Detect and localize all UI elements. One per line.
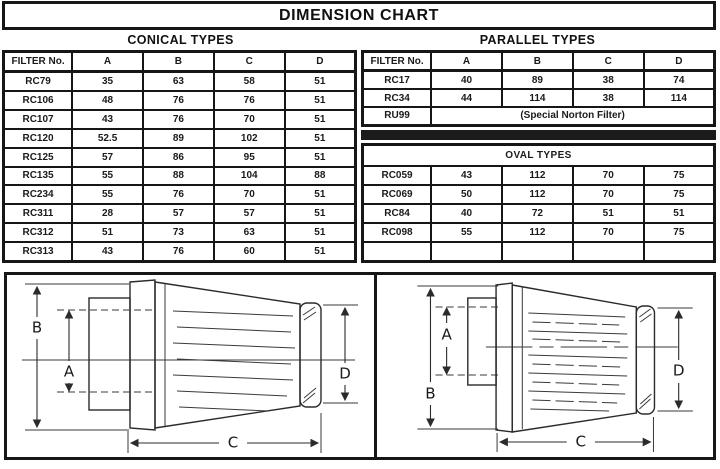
table-row — [4, 167, 356, 186]
filter-end-cap — [636, 306, 654, 414]
oval-heading-row — [363, 145, 715, 166]
cell: 55 — [72, 167, 143, 186]
cell: 86 — [143, 148, 214, 167]
conical-filter-drawing-left — [7, 275, 377, 457]
cell: 70 — [214, 110, 285, 129]
conical-filter-drawing-right — [377, 275, 713, 457]
table-row — [363, 166, 715, 185]
dimension-a — [64, 311, 75, 391]
filter-no-cell: RC069 — [363, 185, 432, 204]
cell: 73 — [143, 223, 214, 242]
cell: 75 — [644, 185, 715, 204]
cell: 51 — [285, 242, 356, 262]
cell: 76 — [143, 110, 214, 129]
cell: 48 — [72, 91, 143, 110]
col-header-a: A — [431, 52, 502, 71]
conical-filter-diagram-icon — [7, 275, 374, 457]
cell: 76 — [143, 91, 214, 110]
filter-no-cell: RC313 — [4, 242, 73, 262]
cell: 76 — [143, 185, 214, 204]
parallel-table — [361, 50, 716, 127]
cell: 51 — [285, 204, 356, 223]
cell: 55 — [72, 185, 143, 204]
cell: 51 — [285, 129, 356, 148]
dim-label-c: C — [227, 433, 239, 452]
cell: 51 — [285, 223, 356, 242]
table-row — [363, 71, 715, 90]
dimension-d — [323, 305, 358, 403]
conical-table-wrap — [2, 50, 357, 263]
table-row — [4, 185, 356, 204]
col-header-c: C — [573, 52, 644, 71]
cell: 44 — [431, 89, 502, 107]
cell: 58 — [214, 72, 285, 92]
dim-label-d: D — [339, 364, 351, 383]
dimension-b — [25, 284, 129, 430]
tables-area — [2, 50, 716, 263]
empty-cell — [363, 242, 432, 262]
page-title: DIMENSION CHART — [278, 6, 440, 24]
filter-no-cell: RC135 — [4, 167, 73, 186]
right-tables-wrap — [361, 50, 716, 263]
dimension-a — [441, 308, 452, 374]
filter-no-cell: RC234 — [4, 185, 73, 204]
cell: 43 — [431, 166, 502, 185]
cell: 52.5 — [72, 129, 143, 148]
filter-no-cell: RC312 — [4, 223, 73, 242]
filter-no-cell: RC107 — [4, 110, 73, 129]
col-header-filter-no: FILTER No. — [4, 52, 73, 72]
table-row — [363, 89, 715, 107]
cell: 114 — [502, 89, 573, 107]
cell: 51 — [285, 185, 356, 204]
conical-table — [2, 50, 357, 263]
cell: 74 — [644, 71, 715, 90]
table-row — [4, 129, 356, 148]
cell: 51 — [285, 148, 356, 167]
cell: 63 — [214, 223, 285, 242]
filter-no-cell: RC125 — [4, 148, 73, 167]
filter-no-cell: RC120 — [4, 129, 73, 148]
cell: 55 — [431, 223, 502, 242]
filter-no-cell: RC84 — [363, 204, 432, 223]
cell: 51 — [285, 72, 356, 92]
table-row — [4, 223, 356, 242]
table-row-special — [363, 107, 715, 126]
empty-cell — [644, 242, 715, 262]
cell: 40 — [431, 204, 502, 223]
cell: 112 — [502, 185, 573, 204]
empty-cell — [502, 242, 573, 262]
table-row — [363, 204, 715, 223]
cell: 57 — [214, 204, 285, 223]
table-row — [4, 148, 356, 167]
oval-table — [361, 143, 716, 263]
section-headings — [2, 30, 716, 50]
black-separator-bar — [361, 130, 716, 140]
dim-label-d: D — [672, 361, 685, 380]
table-row — [4, 204, 356, 223]
table-row — [363, 223, 715, 242]
empty-cell — [431, 242, 502, 262]
filter-no-cell: RC34 — [363, 89, 432, 107]
table-row — [4, 110, 356, 129]
cell: 51 — [573, 204, 644, 223]
dim-label-a: A — [441, 325, 452, 344]
dimension-c — [128, 413, 321, 453]
cell: 40 — [431, 71, 502, 90]
table-row — [4, 91, 356, 110]
cap-hatching — [303, 307, 316, 403]
cell: 88 — [285, 167, 356, 186]
dimension-d — [658, 308, 693, 411]
filter-drawings-panel — [4, 272, 716, 460]
cell: 76 — [143, 242, 214, 262]
cell: 35 — [72, 72, 143, 92]
cell: 63 — [143, 72, 214, 92]
dim-label-a: A — [63, 362, 75, 381]
col-header-d: D — [644, 52, 715, 71]
cell: 57 — [143, 204, 214, 223]
col-header-d: D — [285, 52, 356, 72]
filter-no-cell: RC79 — [4, 72, 73, 92]
table-row — [363, 185, 715, 204]
filter-no-cell: RC106 — [4, 91, 73, 110]
cell: 88 — [143, 167, 214, 186]
col-header-b: B — [143, 52, 214, 72]
cell: 51 — [72, 223, 143, 242]
cell: 95 — [214, 148, 285, 167]
cell: 102 — [214, 129, 285, 148]
table-row — [4, 72, 356, 92]
cell: 51 — [285, 110, 356, 129]
cell: 70 — [214, 185, 285, 204]
cell: 51 — [644, 204, 715, 223]
filter-neck — [89, 298, 130, 410]
col-header-a: A — [72, 52, 143, 72]
col-header-b: B — [502, 52, 573, 71]
filter-no-cell: RC098 — [363, 223, 432, 242]
filter-end-cap — [300, 303, 321, 407]
cell: 70 — [573, 166, 644, 185]
cell: 89 — [143, 129, 214, 148]
dim-label-b: B — [425, 384, 436, 403]
cell: 76 — [214, 91, 285, 110]
empty-cell — [573, 242, 644, 262]
cell: 38 — [573, 71, 644, 90]
cell: 104 — [214, 167, 285, 186]
filter-body — [155, 282, 300, 428]
filter-neck — [468, 298, 496, 385]
conical-header-row — [4, 52, 356, 72]
filter-flange — [130, 280, 155, 430]
cell: 60 — [214, 242, 285, 262]
cell: 114 — [644, 89, 715, 107]
cell: 57 — [72, 148, 143, 167]
conical-filter-diagram-icon — [377, 275, 713, 457]
cell: 43 — [72, 242, 143, 262]
parallel-header-row — [363, 52, 715, 71]
cell: 112 — [502, 223, 573, 242]
col-header-filter-no: FILTER No. — [363, 52, 432, 71]
cell: 75 — [644, 223, 715, 242]
cell: 70 — [573, 185, 644, 204]
filter-no-cell: RU99 — [363, 107, 432, 126]
empty-filler-row — [363, 242, 715, 262]
filter-no-cell: RC311 — [4, 204, 73, 223]
cap-hatching — [639, 309, 651, 409]
cell: 89 — [502, 71, 573, 90]
cell: 75 — [644, 166, 715, 185]
filter-no-cell: RC17 — [363, 71, 432, 90]
cell: 51 — [285, 91, 356, 110]
cell: 112 — [502, 166, 573, 185]
chart-title-box — [2, 1, 716, 30]
oval-types-heading: OVAL TYPES — [363, 145, 715, 166]
cell: 50 — [431, 185, 502, 204]
table-row — [4, 242, 356, 262]
filter-no-cell: RC059 — [363, 166, 432, 185]
conical-types-heading: CONICAL TYPES — [127, 33, 234, 47]
cell: 28 — [72, 204, 143, 223]
pleat-lines — [528, 313, 627, 411]
cell: 72 — [502, 204, 573, 223]
col-header-c: C — [214, 52, 285, 72]
dim-label-b: B — [31, 318, 43, 337]
cell: 43 — [72, 110, 143, 129]
special-note-cell: (Special Norton Filter) — [431, 107, 714, 126]
parallel-types-heading: PARALLEL TYPES — [479, 33, 596, 47]
filter-flange — [496, 283, 512, 432]
cell: 70 — [573, 223, 644, 242]
cell: 38 — [573, 89, 644, 107]
dim-label-c: C — [575, 432, 587, 451]
pleat-lines — [173, 311, 295, 411]
